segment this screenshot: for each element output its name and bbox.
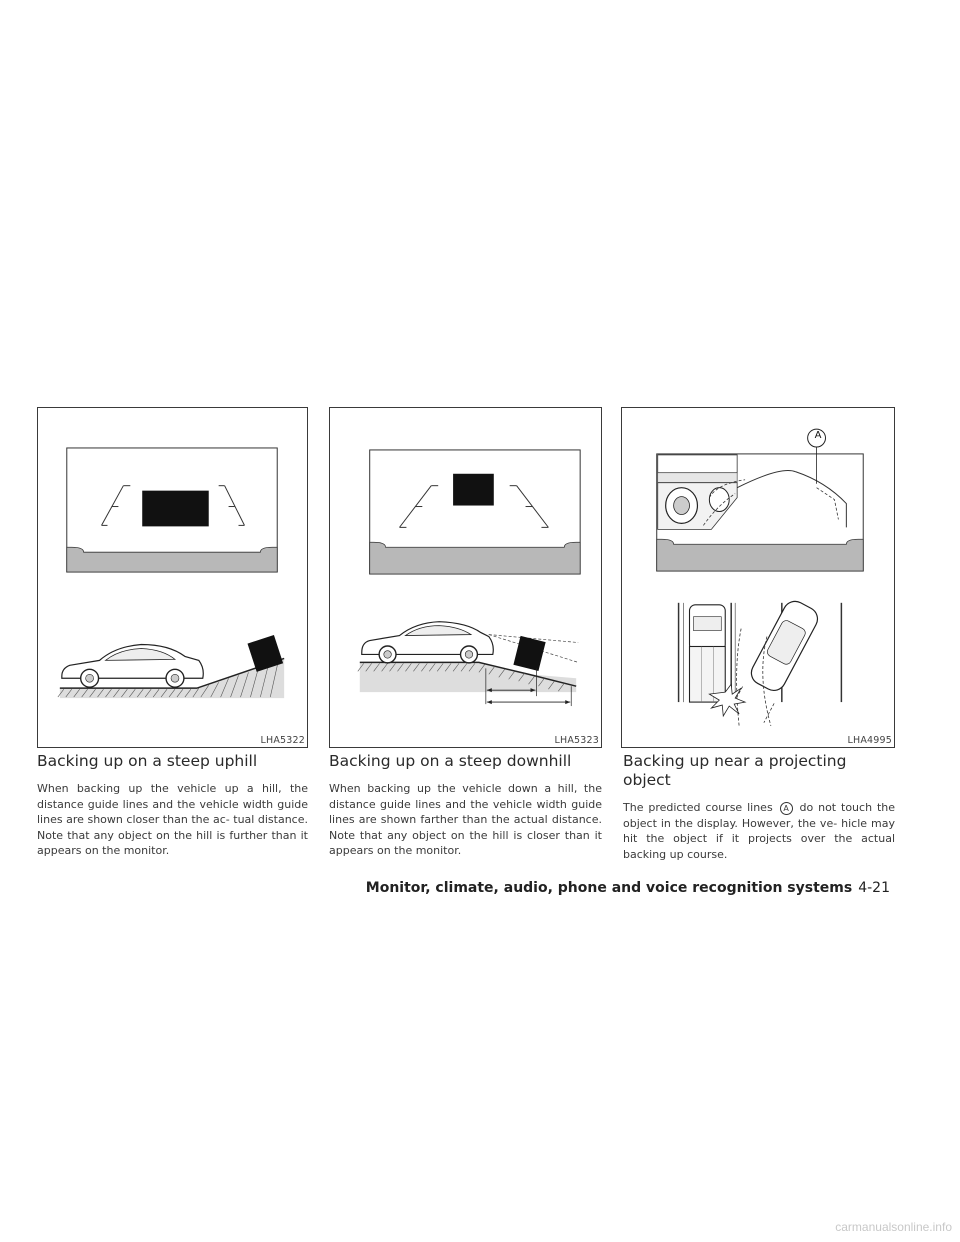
section-body: When backing up the vehicle up a hill, the distance guide lines and the vehicle width guide lines are shown closer than the ac- tual distance. Note that any object on the hill is further than it appears on the monitor. xyxy=(37,782,308,857)
figure-code: LHA4995 xyxy=(847,735,892,746)
section-projecting-object xyxy=(623,752,895,862)
section-heading: Backing up near a projecting object xyxy=(623,752,847,789)
section-steep-uphill xyxy=(37,752,308,859)
figure-uphill xyxy=(37,407,308,748)
downhill-illustration xyxy=(330,408,601,747)
footer-section-title: Monitor, climate, audio, phone and voice recognition systems xyxy=(365,880,853,896)
uphill-illustration xyxy=(38,408,307,747)
page-number: 4-21 xyxy=(858,880,890,896)
section-body: When backing up the vehicle down a hill, the distance guide lines and the vehicle width guide lines are shown farther than the actual distance. Note that any object on the hill is closer than it appears on the monitor. xyxy=(329,782,602,857)
page-footer xyxy=(366,880,890,896)
section-heading: Backing up on a steep downhill xyxy=(329,752,572,770)
figure-code: LHA5323 xyxy=(554,735,599,746)
body-text-before: The predicted course lines xyxy=(623,801,778,814)
watermark-text: carmanualsonline.info xyxy=(835,1220,952,1234)
body-text-after: do not touch the object in the display. However, the ve- hicle may hit the object if it projects over the actual backing up course. xyxy=(623,801,895,861)
section-steep-downhill xyxy=(329,752,602,859)
figure-code: LHA5322 xyxy=(260,735,305,746)
figure-downhill xyxy=(329,407,602,748)
figure-projecting-object xyxy=(621,407,895,748)
callout-a-marker: A xyxy=(780,802,793,815)
projecting-object-illustration xyxy=(622,408,894,747)
section-body xyxy=(623,800,895,862)
callout-a-label: A xyxy=(814,430,822,441)
section-heading: Backing up on a steep uphill xyxy=(37,752,258,770)
